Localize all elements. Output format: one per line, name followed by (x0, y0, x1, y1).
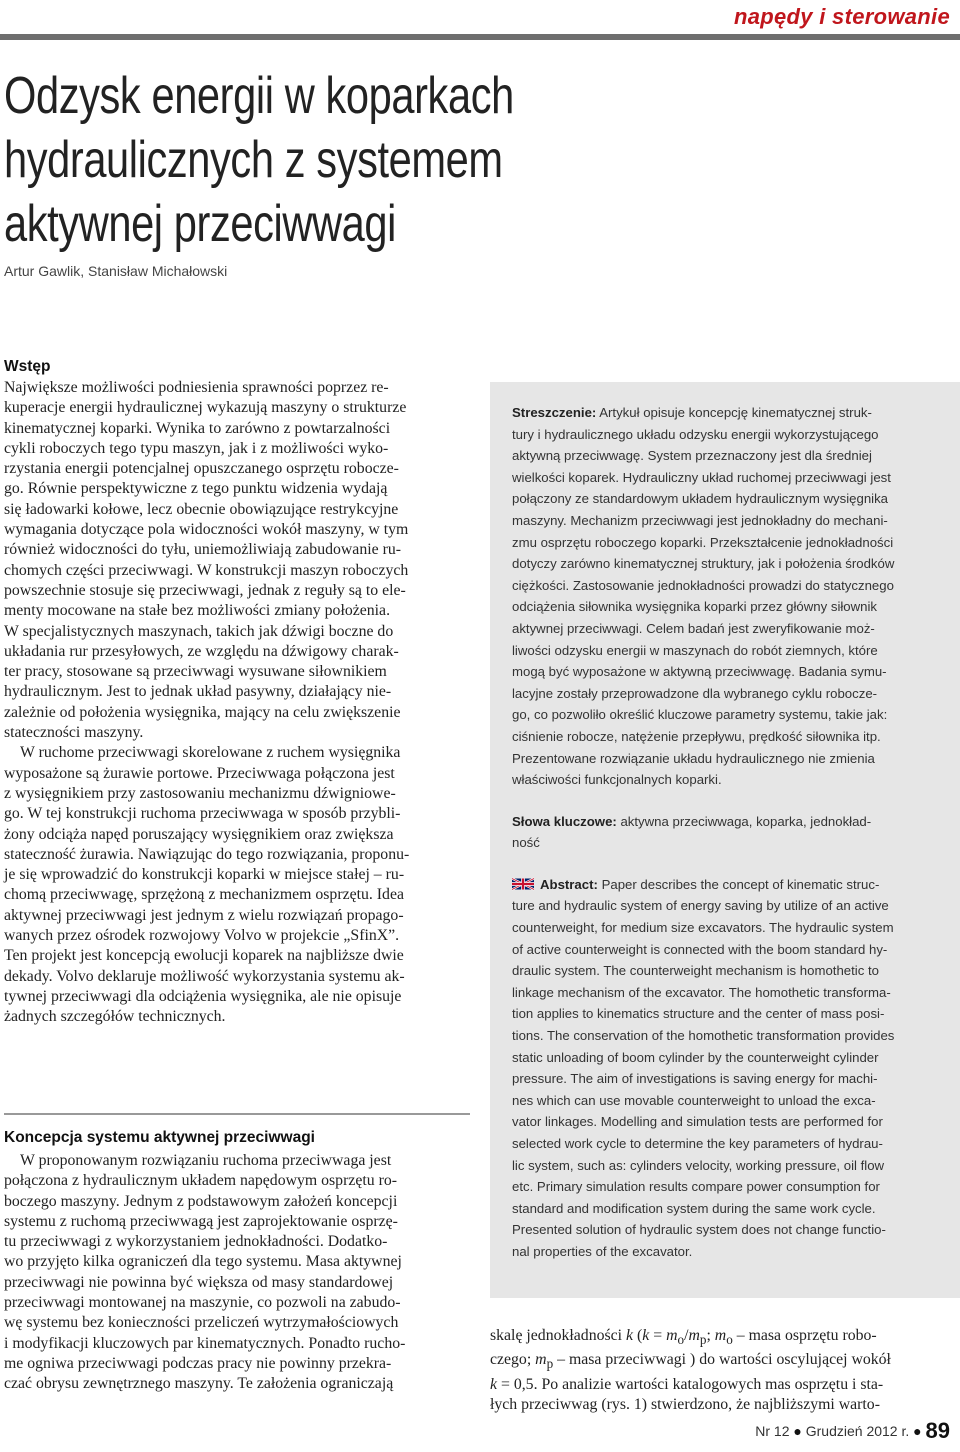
keywords-line: ność (512, 835, 540, 851)
concept-line: wo przyjęto kilka ograniczeń dla tego systemu. Masa aktywnej (4, 1253, 402, 1271)
issue-date: Grudzień 2012 r. (805, 1423, 910, 1439)
page-number: 89 (925, 1418, 950, 1443)
intro-line: cykli roboczych tego typu maszyn, jak i z możliwości wyko- (4, 439, 389, 457)
abstract-en-line: lic system, such as: cylinders velocity, working pressure, oil flow (512, 1157, 885, 1173)
section-tag: napędy i sterowanie (734, 4, 950, 29)
intro-line: W ruchome przeciwwagi skorelowane z ruchem wysięgnika (20, 744, 401, 762)
intro-line: układania rur przesyłowych, ze względu na dźwigowy charak- (4, 642, 399, 660)
concept-line: systemu z ruchomą przeciwwagą jest zaprojektowanie osprzę- (4, 1212, 398, 1230)
concept-line: przeciwwagi montowanej na maszynie, co pozwoli na zabudo- (4, 1294, 401, 1312)
abstract-en-line: Paper describes the concept of kinematic struc- (601, 876, 880, 892)
intro-line: również widoczności do tyłu, uniemożliwiają zabudowanie ru- (4, 541, 401, 559)
keywords-line: aktywna przeciwwaga, koparka, jednokład- (620, 813, 872, 829)
abstract-pl-line: aktywnej przeciwwagi. Celem badań jest zweryfikowanie moż- (512, 620, 875, 636)
abstract-content (512, 402, 948, 1263)
abstract-en-line: pressure. The aim of investigations is saving energy for machi- (512, 1071, 878, 1087)
abstract-en-line: standard and modification system during the same work cycle. (512, 1200, 876, 1216)
abstract-en-line: nes which can use movable counterweight to unload the exca- (512, 1092, 876, 1108)
intro-line: wanych przez ośrodek rozwojowy Volvo w projekcie „SfinX”. (4, 927, 400, 945)
abstract-en-line: tion applies to kinematics structure and the center of mass posi- (512, 1006, 885, 1022)
abstract-pl (512, 402, 948, 791)
intro-line: stateczność żurawia. Nawiązując do tego rozwiązania, proponu- (4, 845, 410, 863)
abstract-pl-line: lacyjne zostały przeprowadzone dla wybranego cyklu robocze- (512, 685, 878, 701)
abstract-en-line: static unloading of boom cylinder by the counterweight cylinder (512, 1049, 879, 1065)
intro-line: z wysięgnikiem przy zastosowaniu mechanizmu dźwigniowe- (4, 784, 396, 802)
intro-line: kuperacje energii hydraulicznej wykazują maszyny o strukturze (4, 399, 407, 417)
abstract-pl-line: ciśnienie robocze, natężenie przepływu, prędkość siłownika itp. (512, 728, 881, 744)
intro-line: hydraulicznym. Jest to jednak układ pasywny, działający nie- (4, 683, 392, 701)
intro-line: Największe możliwości podniesienia sprawności poprzez re- (4, 379, 389, 396)
concept-line: czać obrysu zewnętrznego maszyny. Te założenia ograniczają (4, 1375, 394, 1393)
abstract-en-line: of active counterweight is connected with the boom standard hy- (512, 941, 888, 957)
abstract-en (512, 874, 948, 1263)
abstract-pl-line: Artykuł opisuje koncepcję kinematycznej struk- (599, 405, 872, 420)
continued-line: skalę jednokładności k ($k = m_o/m_p$; $m_o$ – masa osprzętu robo- (490, 1327, 877, 1348)
intro-line: go. W tej konstrukcji ruchoma przeciwwaga w sposób przybli- (4, 805, 401, 823)
abstract-pl-line: liwości odzysku energii w maszynach do robót ziemnych, które (512, 642, 878, 658)
bullet-icon: ● (793, 1423, 802, 1439)
intro-line: Ten projekt jest koncepcją ewolucji koparek na najbliższe dwie (4, 947, 404, 965)
intro-line: stateczności maszyny. (4, 724, 144, 742)
issue-number: Nr 12 (755, 1423, 790, 1439)
concept-line: połączona z hydraulicznym układem napędowym osprzętu ro- (4, 1172, 398, 1190)
abstract-en-line: counterweight, for medium size excavators. The hydraulic system (512, 920, 894, 936)
abstract-pl-line: połączony ze standardowym układem hydraulicznym wysięgnika (512, 491, 889, 507)
abstract-pl-line: dotyczy zarówno kinematycznej struktury, jak i położenia środków (512, 556, 895, 572)
concept-line: tu przeciwwagi z wykorzystaniem jednokładności. Dodatko- (4, 1233, 388, 1251)
title-line: Odzysk energii w koparkach (4, 67, 514, 125)
concept-section (4, 1127, 466, 1395)
abstract-en-line: etc. Primary simulation results compare power consumption for (512, 1179, 880, 1195)
intro-line: żadnych szczegółów technicznych. (4, 1008, 226, 1026)
abstract-pl-line: ciężkości. Zastosowanie jednokładności prowadzi do statycznego (512, 577, 894, 593)
intro-line: dekady. Volvo deklaruje możliwość wykorzystania systemu ak- (4, 967, 405, 985)
uk-flag-icon (512, 877, 534, 891)
abstract-pl-line: mogą być wyposażone w aktywną przeciwwagę. Badania symu- (512, 664, 887, 680)
continued-paragraph (490, 1326, 952, 1416)
intro-line: chomą przeciwwagę, sprzężoną z mechanizmem osprzętu. Idea (4, 886, 404, 904)
keywords-label: Słowa kluczowe: (512, 813, 617, 829)
continued-line: k = 0,5. Po analizie wartości katalogowych mas osprzętu i sta- (490, 1375, 884, 1393)
intro-line: je się wprowadzić do konstrukcji koparki w miejsce stałej – ru- (4, 866, 405, 884)
authors: Artur Gawlik, Stanisław Michałowski (4, 263, 228, 279)
abstract-en-line: linkage mechanism of the excavator. The homothetic transforma- (512, 984, 891, 1000)
bullet-icon: ● (913, 1423, 922, 1439)
intro-line: tywnej przeciwwagi dla odciążenia wysięgnika, ale nie opisuje (4, 987, 402, 1005)
intro-line: żony odciąża napęd poruszający wysięgnikiem oraz zwiększa (4, 825, 394, 843)
abstract-en-line: Presented solution of hydraulic system does not change functio- (512, 1222, 886, 1238)
abstract-en-line: tions. The conservation of the homothetic transformation provides (512, 1028, 895, 1044)
continued-line: łych przeciwwag (rys. 1) stwierdzono, że najbliższymi warto- (490, 1396, 880, 1414)
abstract-en-line: nal properties of the excavator. (512, 1243, 693, 1259)
abstract-en-label: Abstract: (540, 876, 598, 892)
abstract-pl-line: aktywną przeciwwagę. System przeznaczony jest dla średniej (512, 448, 872, 464)
title-line: hydraulicznych z systemem (4, 131, 503, 189)
intro-line: rzystania energii potencjalnej opuszczanego osprzętu robocze- (4, 460, 399, 478)
intro-line: zależnie od położenia wysięgnika, mający na celu zwiększenie (4, 703, 401, 721)
concept-line: i modyfikacji kluczowych par kinematycznych. Ponadto rucho- (4, 1334, 406, 1352)
concept-line: W proponowanym rozwiązaniu ruchoma przeciwwaga jest (20, 1152, 392, 1169)
abstract-pl-line: Prezentowane rozwiązanie układu hydraulicznego nie zmienia (512, 750, 875, 766)
abstract-pl-label: Streszczenie: (512, 405, 597, 420)
abstract-pl-line: maszyny. Mechanizm przeciwwagi jest jednokładny do mechani- (512, 512, 888, 528)
intro-line: wyposażone są żurawie portowe. Przeciwwaga połączona jest (4, 764, 395, 782)
abstract-pl-line: go, co pozwoliło określić kluczowe parametry systemu, takie jak: (512, 707, 888, 723)
intro-section (4, 356, 466, 1028)
abstract-pl-line: właściwości funkcjonalnych koparki. (512, 772, 722, 788)
intro-heading: Wstęp (4, 358, 51, 375)
intro-line: powszechnie stosuje się przeciwwagi, jednak z reguły są to ele- (4, 581, 406, 599)
intro-line: W specjalistycznych maszynach, takich jak dźwigi boczne do (4, 622, 394, 640)
title-line: aktywnej przeciwwagi (4, 195, 396, 253)
intro-line: ter pracy, stosowane są przeciwwagi wysuwane siłownikiem (4, 663, 387, 681)
concept-line: boczego maszyny. Jednym z podstawowym założeń koncepcji (4, 1192, 398, 1210)
abstract-en-line: ture and hydraulic system of energy saving by utilize of an active (512, 898, 889, 914)
intro-line: chomych części przeciwwagi. W konstrukcji maszyn roboczych (4, 561, 409, 579)
intro-line: menty mocowane na stałe bez możliwości zmiany położenia. (4, 602, 391, 620)
intro-paragraph (4, 378, 466, 1028)
abstract-en-line: vator linkages. Modelling and simulation tests are performed for (512, 1114, 883, 1130)
abstract-en-line: selected work cycle to determine the key parameters of hydrau- (512, 1136, 883, 1151)
page-footer (755, 1418, 950, 1444)
abstract-en-line: draulic system. The counterweight mechanism is homothetic to (512, 963, 879, 979)
keywords (512, 811, 948, 854)
concept-line: wę systemu bez konieczności przeliczeń wytrzymałościowych (4, 1314, 399, 1332)
header-rule (0, 34, 960, 40)
continued-line: czego; $m_p$ – masa przeciwwagi ) do wartości oscylującej wokół (490, 1351, 891, 1372)
concept-paragraph (4, 1151, 466, 1395)
abstract-pl-line: zmu osprzętu roboczego koparki. Przekształcenie jednokładności (512, 534, 894, 550)
abstract-pl-line: odciążenia siłownika wysięgnika koparki przez główny siłownik (512, 599, 878, 615)
concept-heading: Koncepcja systemu aktywnej przeciwwagi (4, 1129, 315, 1146)
intro-line: kinematycznej koparki. Wynika to zarówno z powtarzalności (4, 419, 391, 437)
intro-line: wymagania dotyczące pola widoczności wokół maszyny, w tym (4, 521, 409, 539)
abstract-pl-line: tury i hydraulicznego układu odzysku energii wykorzystującego (512, 426, 879, 442)
section-divider (4, 1113, 470, 1115)
intro-line: aktywnej przeciwwagi jest jednym z wielu rozwiązań propago- (4, 906, 404, 924)
concept-line: me ogniwa przeciwwagi podczas pracy nie powinny przekra- (4, 1354, 392, 1372)
intro-line: się ładowarki kołowe, lecz obecnie obowiązujące restrykcyjne (4, 500, 399, 518)
intro-line: go. Równie perspektywiczne z tego punktu widzenia wydają (4, 480, 388, 498)
article-title (4, 64, 564, 256)
concept-line: przeciwwagi nie powinna być większa od masy standardowej (4, 1273, 394, 1291)
abstract-pl-line: wielkości koparek. Hydrauliczny układ ruchomej przeciwwagi jest (512, 469, 891, 485)
